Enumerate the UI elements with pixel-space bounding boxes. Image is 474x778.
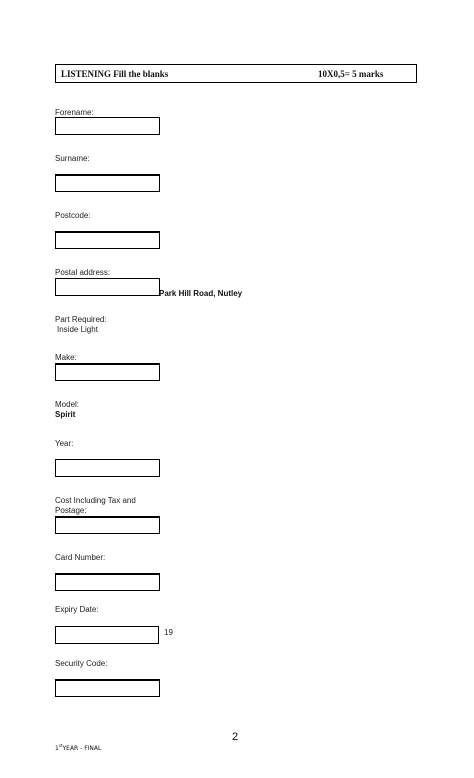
part-required-label: Part Required: xyxy=(55,315,107,324)
footer-ordinal-suffix: st xyxy=(58,743,63,748)
postcode-field[interactable] xyxy=(55,231,160,249)
security-code-label: Security Code: xyxy=(55,659,108,668)
postal-address-suffix: Park Hill Road, Nutley xyxy=(159,289,243,298)
surname-label: Surname: xyxy=(55,154,90,163)
card-number-field[interactable] xyxy=(55,573,160,591)
expiry-date-label: Expiry Date: xyxy=(55,605,99,614)
cost-label-line2: Postage: xyxy=(55,506,87,515)
security-code-field[interactable] xyxy=(55,679,160,697)
expiry-year-prefix: 19 xyxy=(164,628,173,637)
header-box xyxy=(55,64,417,83)
cost-field[interactable] xyxy=(55,516,160,534)
make-label: Make: xyxy=(55,353,77,362)
footer xyxy=(55,743,101,752)
make-field[interactable] xyxy=(55,363,160,381)
cost-label-line1: Cost Including Tax and xyxy=(55,496,136,505)
postal-address-field[interactable] xyxy=(55,278,160,296)
section-title: LISTENING Fill the blanks xyxy=(61,69,169,79)
model-label: Model: xyxy=(55,400,80,409)
forename-field[interactable] xyxy=(55,117,160,135)
footer-ordinal: 1 xyxy=(55,745,59,752)
model-value: Spirit xyxy=(55,410,76,419)
part-required-value: Inside Light xyxy=(57,325,98,334)
forename-label: Forename: xyxy=(55,108,94,117)
page-number: 2 xyxy=(232,731,239,743)
postal-address-label: Postal address: xyxy=(55,268,111,277)
card-number-label: Card Number: xyxy=(55,553,106,562)
postcode-label: Postcode: xyxy=(55,211,91,220)
surname-field[interactable] xyxy=(55,174,160,192)
expiry-date-field[interactable] xyxy=(55,626,159,644)
year-label: Year: xyxy=(55,439,74,448)
footer-text: YEAR - FINAL xyxy=(62,745,102,752)
year-field[interactable] xyxy=(55,459,160,477)
marks-label: 10X0,5= 5 marks xyxy=(318,69,384,79)
